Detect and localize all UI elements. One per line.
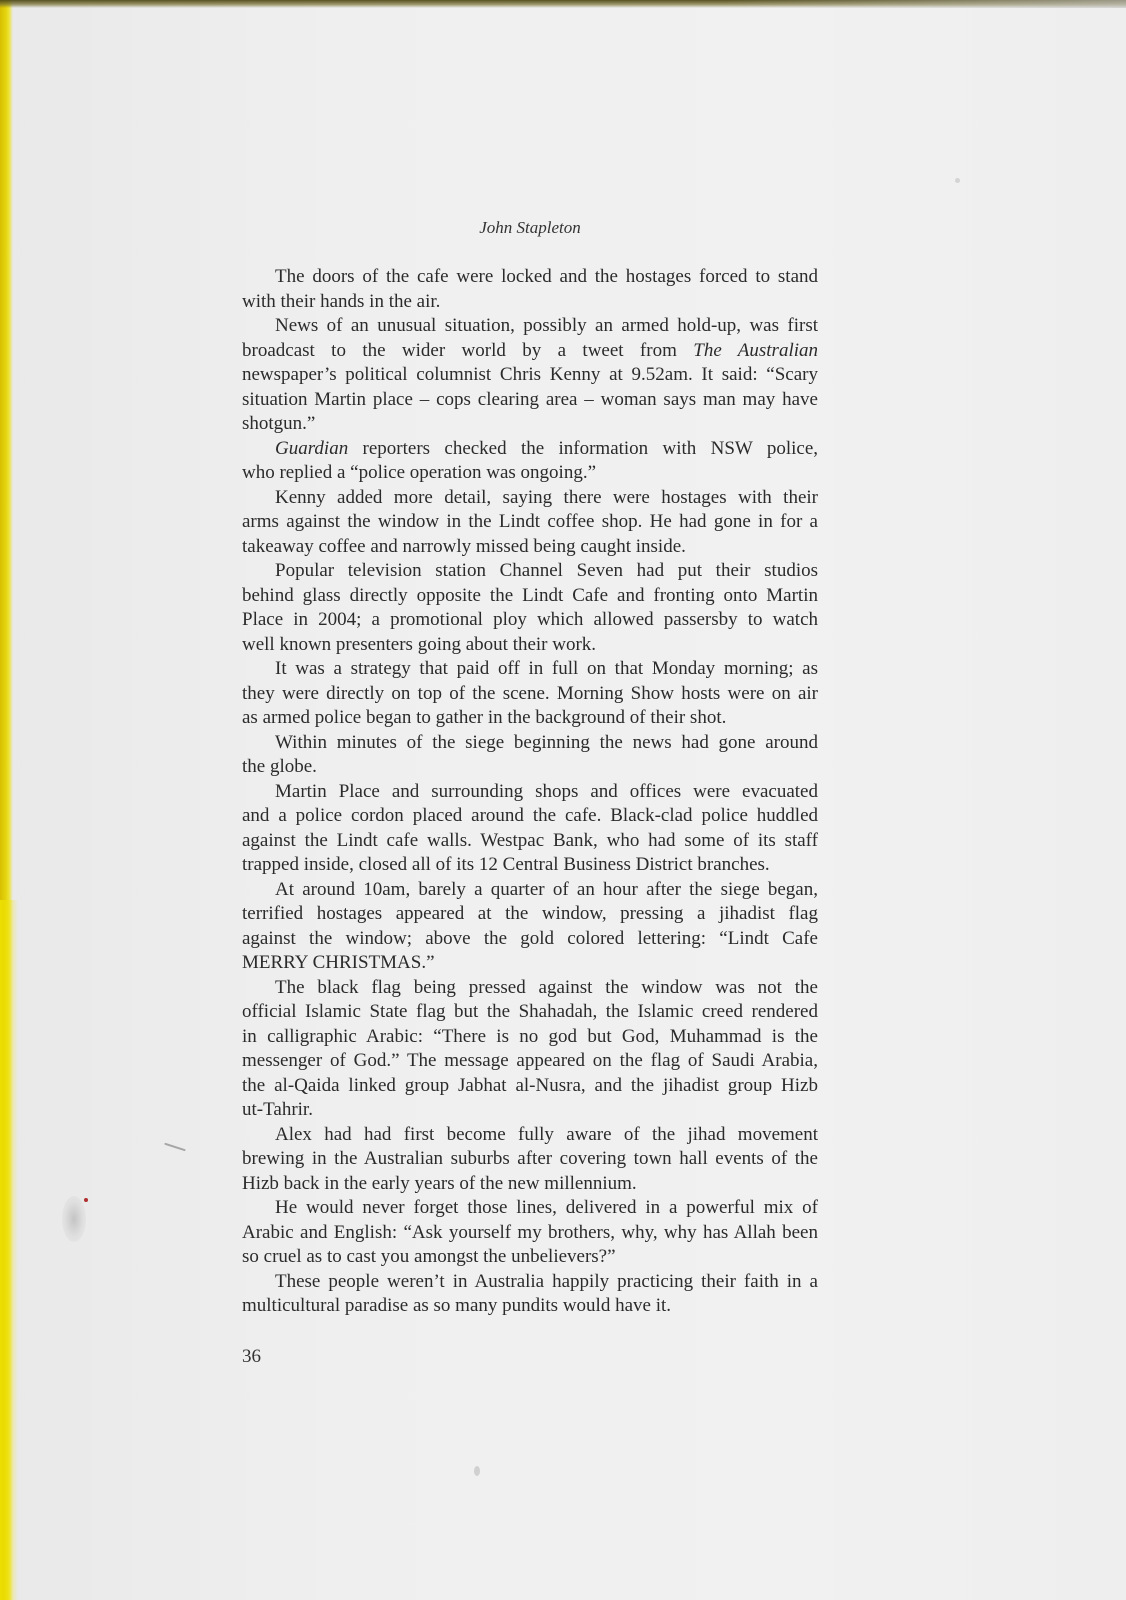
italic-text: The Australian — [693, 339, 819, 361]
text-line: Place in 2004; a promotional ploy which allowed passersby to watch — [242, 609, 818, 630]
text-line: who replied a “police operation was ongoing.” — [242, 462, 597, 483]
text-line: well known presenters going about their work. — [242, 633, 597, 655]
paragraph — [242, 731, 818, 780]
paragraph — [242, 559, 818, 657]
scan-speck — [955, 178, 960, 183]
running-head: John Stapleton — [479, 218, 581, 237]
italic-text: Guardian — [275, 437, 349, 459]
text-line: against the Lindt cafe walls. Westpac Bank, who had some of its staff — [242, 829, 818, 851]
scan-edge-top-fade — [726, 0, 1126, 8]
text-line: It was a strategy that paid off in full on that Monday morning; as — [275, 658, 818, 679]
text-segment: broadcast to the wider world by a tweet from — [242, 339, 694, 361]
text-segment: reporters checked the information with NSW police, — [348, 437, 818, 459]
scan-speck — [84, 1198, 88, 1202]
text-line: The black flag being pressed against the window was not the — [275, 976, 818, 998]
text-line: MERRY CHRISTMAS.” — [242, 952, 435, 973]
text-line: messenger of God.” The message appeared on the flag of Saudi Arabia, — [242, 1050, 818, 1071]
paragraph — [242, 1196, 818, 1270]
text-line: The doors of the cafe were locked and the hostages forced to stand — [275, 266, 818, 287]
text-line: At around 10am, barely a quarter of an hour after the siege began, — [275, 878, 818, 900]
text-line: terrified hostages appeared at the window, pressing a jihadist flag — [242, 903, 818, 924]
text-line: as armed police began to gather in the background of their shot. — [242, 707, 727, 728]
text-line: they were directly on top of the scene. Morning Show hosts were on air — [242, 682, 818, 704]
paragraph — [242, 437, 818, 486]
text-line: ut-Tahrir. — [242, 1099, 313, 1120]
text-line: Within minutes of the siege beginning the news had gone around — [275, 731, 818, 753]
text-line: so cruel as to cast you amongst the unbelievers?” — [242, 1246, 616, 1267]
text-line: multicultural paradise as so many pundits would have it. — [242, 1295, 672, 1316]
text-line: official Islamic State flag but the Shahadah, the Islamic creed rendered — [242, 1001, 818, 1022]
text-line: He would never forget those lines, delivered in a powerful mix of — [275, 1197, 818, 1218]
paragraph — [242, 976, 818, 1123]
text-line: Hizb back in the early years of the new millennium. — [242, 1172, 637, 1194]
paragraph — [242, 878, 818, 976]
text-line — [242, 437, 818, 462]
text-line: newspaper’s political columnist Chris Kenny at 9.52am. It said: “Scary — [242, 364, 818, 385]
text-line: the al-Qaida linked group Jabhat al-Nusra, and the jihadist group Hizb — [242, 1074, 818, 1096]
page-number: 36 — [242, 1346, 261, 1367]
text-line: situation Martin place – cops clearing area – woman says man may have — [242, 388, 818, 410]
text-line: Martin Place and surrounding shops and offices were evacuated — [275, 780, 818, 802]
scan-smudge — [62, 1196, 86, 1242]
text-line: against the window; above the gold colored lettering: “Lindt Cafe — [242, 927, 818, 949]
paragraph — [242, 265, 818, 314]
text-line: the globe. — [242, 756, 317, 777]
paragraph — [242, 780, 818, 878]
paragraph — [242, 1123, 818, 1197]
text-line: and a police cordon placed around the cafe. Black-clad police huddled — [242, 805, 818, 826]
paragraph — [242, 486, 818, 560]
text-line: shotgun.” — [242, 413, 316, 434]
text-line — [242, 339, 818, 364]
scan-mark — [164, 1143, 186, 1152]
scan-edge-left-glow — [0, 900, 18, 1600]
text-line: in calligraphic Arabic: “There is no god but God, Muhammad is the — [242, 1025, 818, 1047]
text-line: brewing in the Australian suburbs after covering town hall events of the — [242, 1148, 818, 1169]
text-line: News of an unusual situation, possibly an armed hold-up, was first — [275, 315, 818, 336]
scan-speck — [474, 1466, 480, 1476]
text-line: These people weren’t in Australia happily practicing their faith in a — [275, 1270, 818, 1292]
text-line: behind glass directly opposite the Lindt Cafe and fronting onto Martin — [242, 584, 818, 606]
paragraph — [242, 657, 818, 731]
text-line: trapped inside, closed all of its 12 Central Business District branches. — [242, 854, 770, 875]
text-line: arms against the window in the Lindt coffee shop. He had gone in for a — [242, 511, 818, 532]
text-line: takeaway coffee and narrowly missed being caught inside. — [242, 535, 686, 557]
text-line: Popular television station Channel Seven had put their studios — [275, 560, 818, 581]
paragraph — [242, 314, 818, 437]
text-line: Kenny added more detail, saying there were hostages with their — [275, 486, 818, 508]
body-text — [242, 265, 818, 1319]
text-line: with their hands in the air. — [242, 290, 441, 312]
text-line: Alex had had first become fully aware of the jihad movement — [275, 1123, 818, 1145]
text-line: Arabic and English: “Ask yourself my brothers, why, why has Allah been — [242, 1221, 818, 1243]
paragraph — [242, 1270, 818, 1319]
